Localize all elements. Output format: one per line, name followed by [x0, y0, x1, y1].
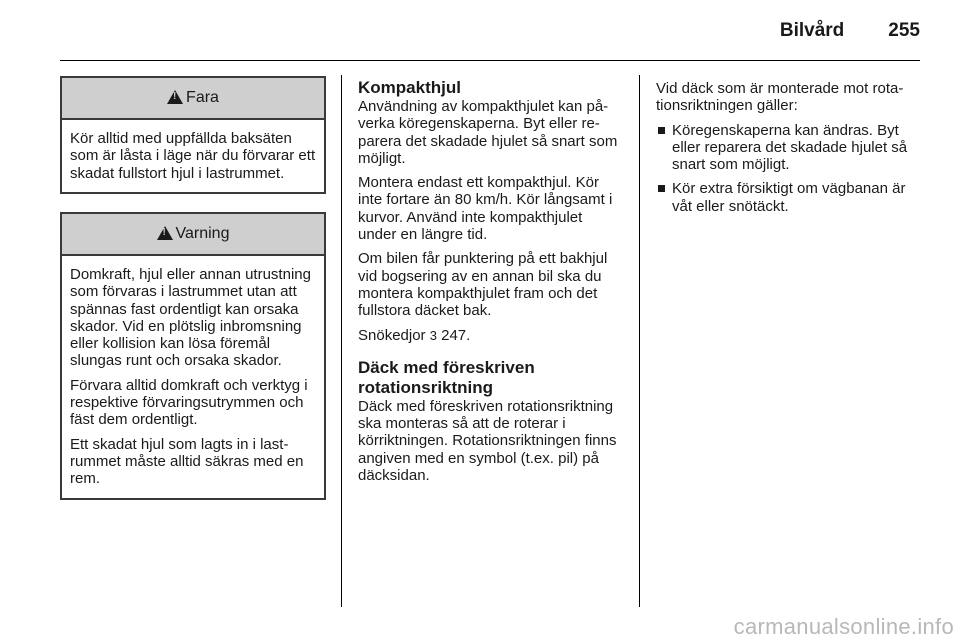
- watermark: carmanualsonline.info: [733, 614, 954, 639]
- varning-paragraph: Ett skadat hjul som lagts in i lastrummet måste alltid säkras med en rem.: [70, 435, 304, 488]
- warning-triangle-icon: [157, 226, 173, 240]
- fara-box: [60, 76, 326, 194]
- page-header: [780, 20, 920, 42]
- varning-box-header: [62, 214, 324, 256]
- middle-column: [358, 78, 623, 491]
- page-number: 255: [888, 20, 920, 41]
- fara-body: [62, 120, 324, 192]
- right-column: [656, 80, 922, 222]
- warning-triangle-icon: [167, 90, 183, 104]
- body-paragraph: Om bilen får punktering på ett bakhjul vid bogsering av en annan bil ska du montera kompakthjulet fram och det fullstora däcket bak.: [358, 250, 608, 320]
- header-rule: [60, 60, 920, 61]
- heading-kompakthjul: Kompakthjul: [358, 78, 461, 97]
- body-paragraph: Användning av kompakthjulet kan påverka köregenskaperna. Byt eller reparera det skadade hjulet så snart som möjligt.: [358, 98, 618, 167]
- list-item: Kör extra försiktigt om vägbanan är våt eller snötäckt.: [656, 180, 922, 215]
- right-intro: Vid däck som är monterade mot rotationsriktningen gäller:: [656, 80, 904, 115]
- varning-box: [60, 212, 326, 500]
- body-paragraph: Montera endast ett kompakthjul. Kör inte fortare än 80 km/h. Kör långsamt i kurvor. Använd inte kompakthjulet under en längre tid.: [358, 174, 613, 244]
- snow-chains-text: Snökedjor: [358, 326, 426, 344]
- varning-body: [62, 256, 324, 498]
- fara-paragraph: Kör alltid med uppfällda baksäten som är låsta i läge när du förvarar ett skadat fullstort hjul i lastrummet.: [70, 130, 316, 182]
- section-title: Bilvård: [779, 20, 845, 41]
- varning-title: Varning: [175, 225, 230, 242]
- varning-paragraph: Domkraft, hjul eller annan utrustning som förvaras i lastrummet utan att spännas fast ordentligt kan orsaka skador. Vid en plötslig inbromsning eller kollision kan lösa föremål slungas runt och orsaka skador.: [70, 266, 311, 370]
- page-reference-arrow-icon: 3: [429, 327, 437, 343]
- column-divider: [639, 75, 640, 607]
- fara-title: Fara: [186, 89, 219, 106]
- heading-rotation-direction: Däck med föreskriven rotationsriktning: [358, 357, 535, 397]
- fara-box-header: [62, 78, 324, 120]
- list-item: Köregenskaperna kan ändras. Byt eller reparera det skadade hjulet så snart som möjligt.: [656, 122, 922, 174]
- body-paragraph: Däck med föreskriven rotationsriktning ska monteras så att de roterar i körriktningen. Rotationsriktningen finns angiven med en symbol (t.ex. pil) på däcksidan.: [358, 397, 617, 485]
- bullet-list: [656, 122, 922, 215]
- snow-chains-page-link[interactable]: 247.: [441, 326, 471, 344]
- varning-paragraph: Förvara alltid domkraft och verktyg i respektive förvaringsutrymmen och fäst dem ordentligt.: [70, 376, 308, 429]
- snow-chains-reference: [358, 327, 623, 344]
- column-divider: [341, 75, 342, 607]
